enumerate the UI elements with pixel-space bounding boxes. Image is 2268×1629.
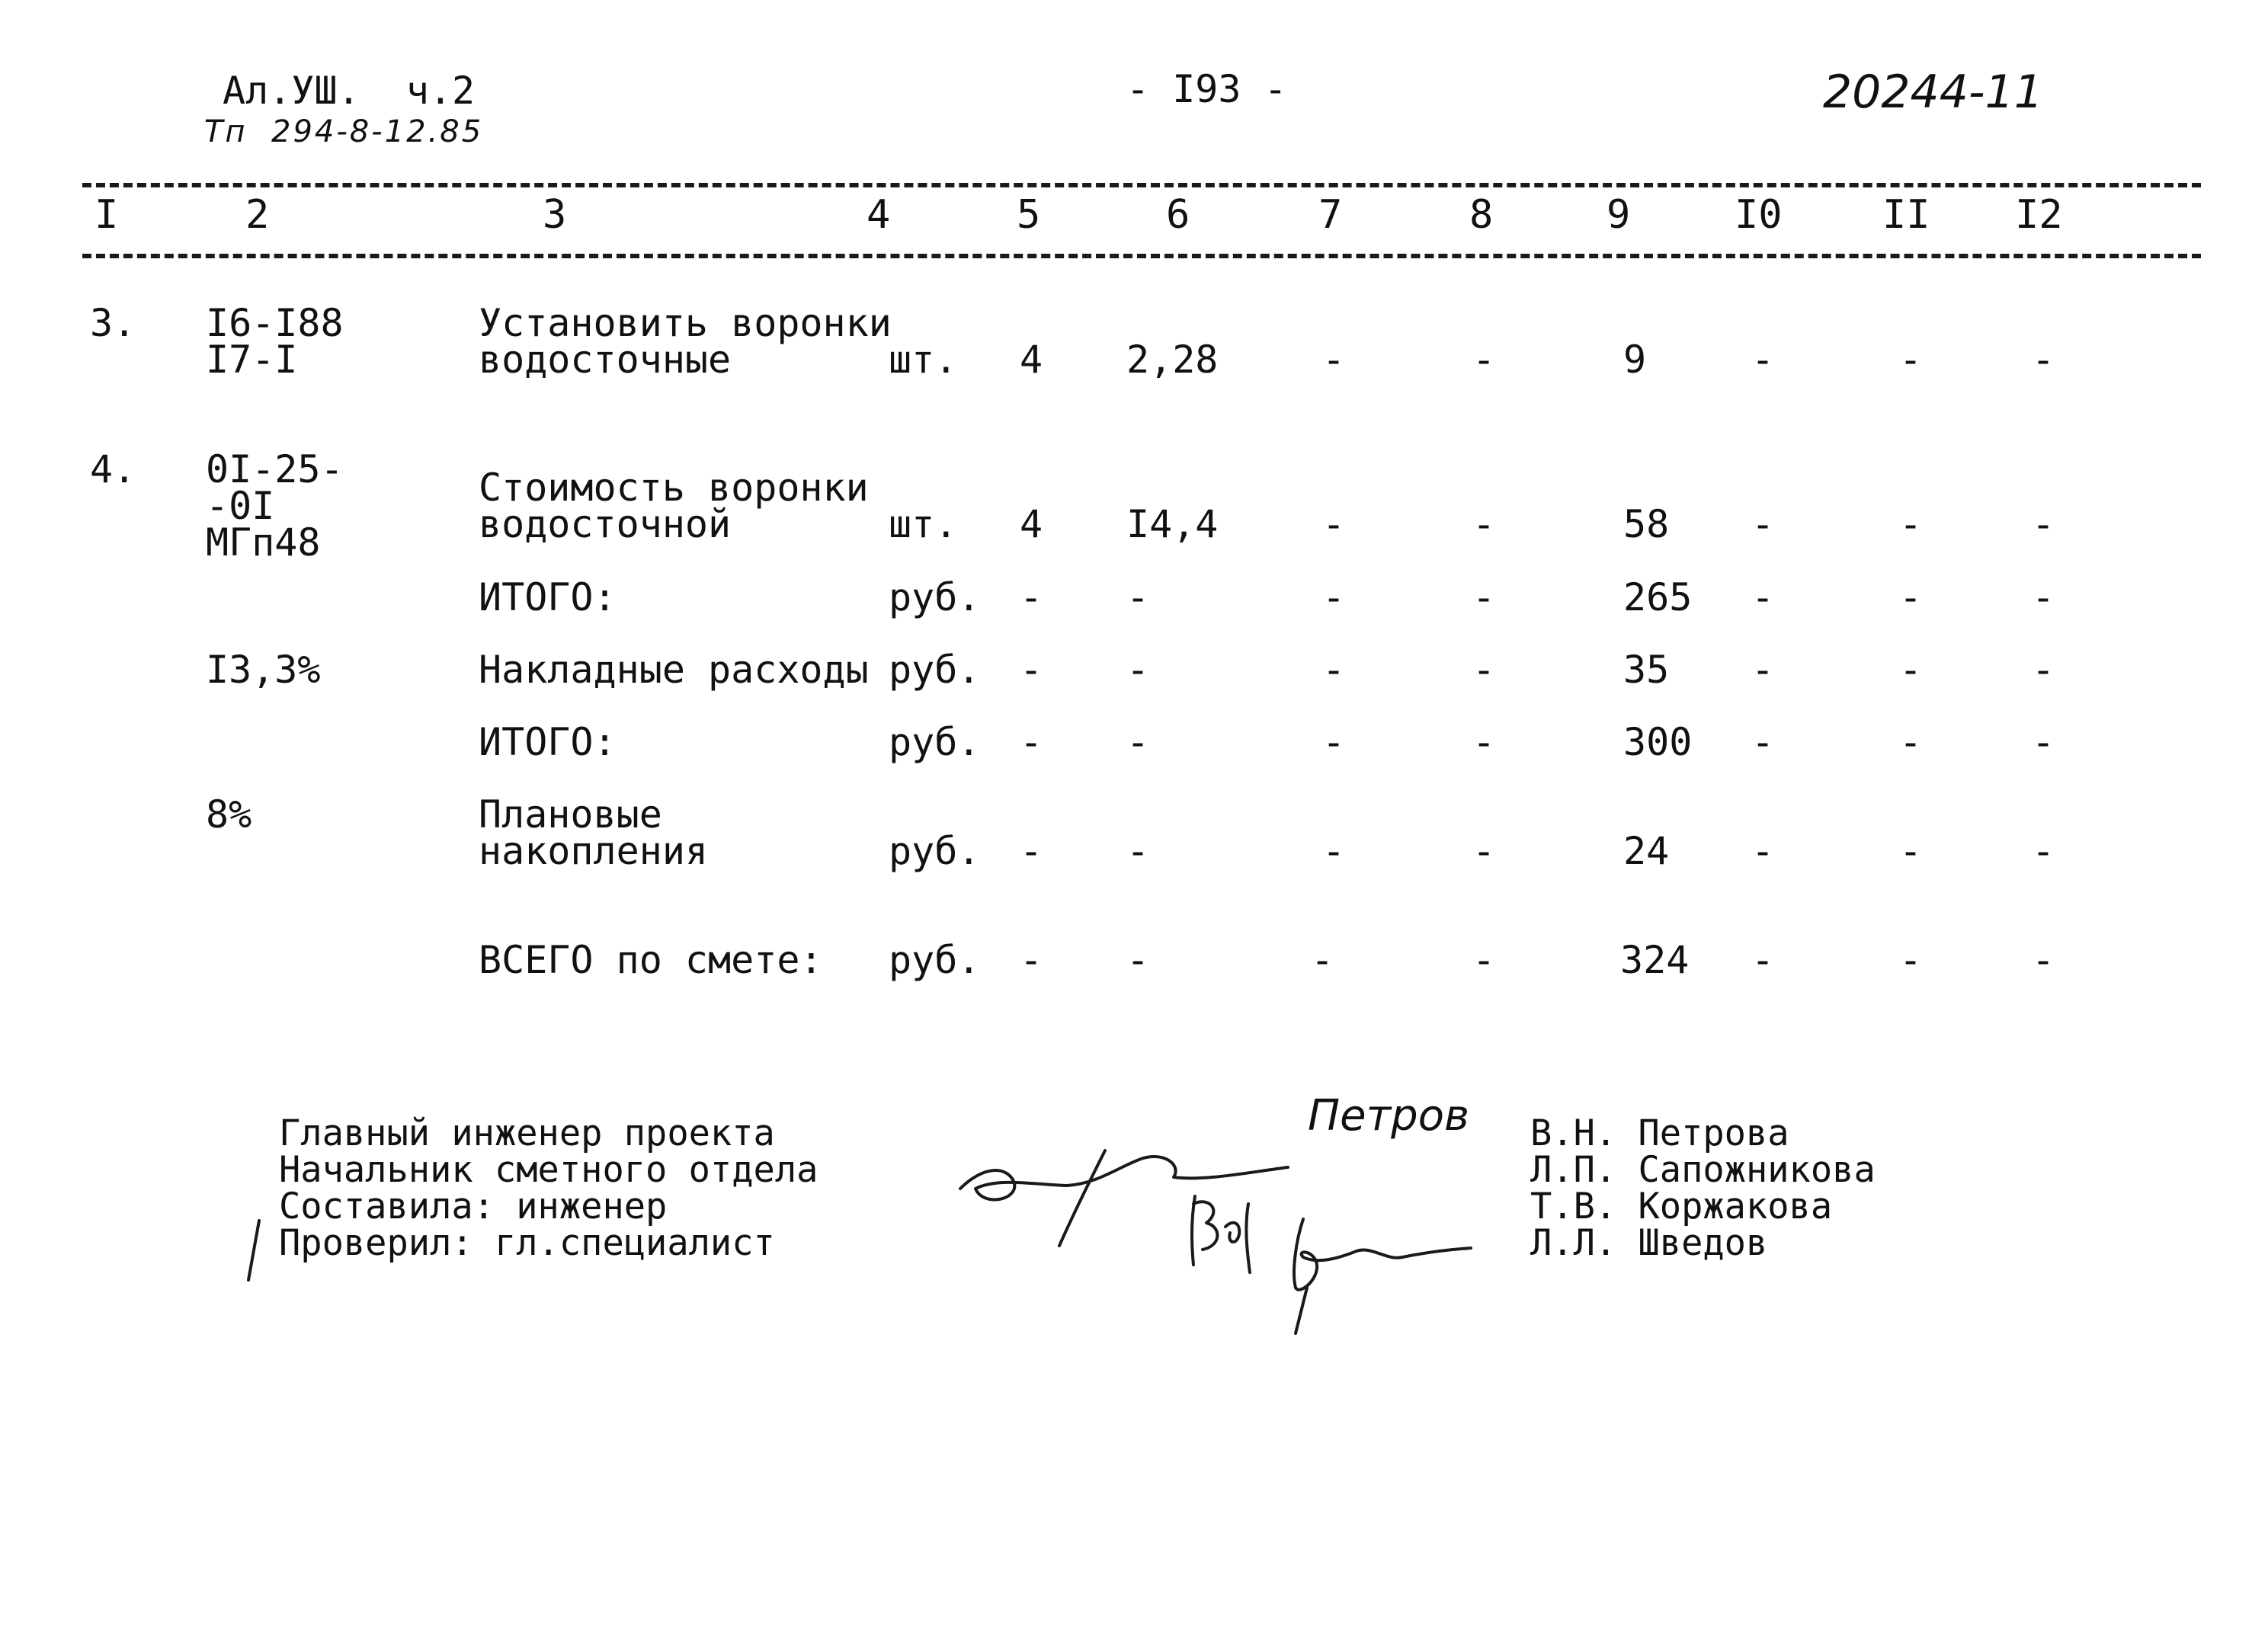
row-c10: - [1751,829,1775,873]
row-c8: - [1472,648,1496,692]
archive-number: 20244-11 [1823,66,2043,119]
col-number-12: I2 [2015,192,2063,238]
row-c5: - [1020,938,1043,982]
row-c6: - [1126,720,1150,764]
row-name: Стоимость воронки водосточной [479,466,869,546]
row-c5: 4 [1020,338,1043,382]
row-c7: - [1322,338,1346,382]
col-number-8: 8 [1469,192,1494,238]
row-c6: I4,4 [1126,502,1219,546]
row-code: I6-I88 I7-I [206,301,344,382]
page-number: - I93 - [1126,67,1287,111]
col-number-7: 7 [1318,192,1343,238]
name-petrova: В.Н. Петрова [1530,1112,1789,1154]
row-unit: руб. [889,575,981,619]
name-shvedov: Л.Л. Шведов [1530,1222,1768,1264]
check-slash-mark-icon [242,1216,265,1285]
row-name: ИТОГО: [479,720,617,764]
row-c6: - [1126,829,1150,873]
row-c11: - [1899,720,1923,764]
col-number-6: 6 [1166,192,1190,238]
position-estimate-head: Начальник сметного отдела [279,1149,818,1191]
col-number-1: I [94,192,119,238]
row-c7: - [1322,829,1346,873]
row-name: Плановые накопления [479,792,709,873]
doc-reference: Ал.УШ. ч.2 [223,69,476,113]
row-c9: 9 [1623,338,1647,382]
col-number-4: 4 [867,192,891,238]
row-c9: 24 [1623,829,1670,873]
row-unit: руб. [889,938,981,982]
row-code: 0I-25- -0I МГп48 [206,447,344,565]
row-c9: 58 [1623,502,1670,546]
row-name: Накладные расходы [479,648,869,692]
row-c8: - [1472,720,1496,764]
row-c7: - [1322,502,1346,546]
row-unit: шт. [889,502,958,546]
row-c12: - [2032,938,2055,982]
row-c6: - [1126,938,1150,982]
row-c12: - [2032,502,2055,546]
row-c10: - [1751,648,1775,692]
row-number: 3. [90,301,136,345]
col-number-3: 3 [543,192,567,238]
row-c11: - [1899,338,1923,382]
row-c12: - [2032,648,2055,692]
row-unit: руб. [889,829,981,873]
position-compiler: Составила: инженер [279,1186,668,1227]
position-checker: Проверил: гл.специалист [279,1222,775,1264]
col-number-9: 9 [1606,192,1631,238]
position-chief-engineer: Главный инженер проекта [279,1112,775,1154]
row-c11: - [1899,575,1923,619]
row-c8: - [1472,829,1496,873]
row-c7: - [1322,720,1346,764]
name-sapozhnikova: Л.П. Сапожникова [1530,1149,1876,1191]
row-c11: - [1899,938,1923,982]
row-c9: 265 [1623,575,1693,619]
row-name: ВСЕГО по смете: [479,938,823,982]
project-number: Тп 294-8-12.85 [204,114,484,149]
row-c10: - [1751,938,1775,982]
row-c11: - [1899,829,1923,873]
row-c5: - [1020,720,1043,764]
name-korzhakova: Т.В. Коржакова [1530,1186,1833,1227]
row-c9: 35 [1623,648,1670,692]
header-rule-top [82,183,2201,187]
row-c8: - [1472,502,1496,546]
row-name: Установить воронки водосточные [479,301,892,382]
row-c5: 4 [1020,502,1043,546]
row-c8: - [1472,575,1496,619]
col-number-5: 5 [1017,192,1041,238]
col-number-11: II [1882,192,1930,238]
row-unit: руб. [889,720,981,764]
row-c10: - [1751,575,1775,619]
row-c5: - [1020,829,1043,873]
handwritten-signature-petrov: Петров [1308,1091,1469,1141]
col-number-2: 2 [245,192,270,238]
col-number-10: I0 [1735,192,1783,238]
row-c8: - [1472,338,1496,382]
row-code: 8% [206,792,252,837]
row-name: ИТОГО: [479,575,617,619]
row-c11: - [1899,648,1923,692]
row-c9: 324 [1620,938,1690,982]
row-c5: - [1020,648,1043,692]
signature-mark-3-icon [1273,1204,1486,1341]
row-c8: - [1472,938,1496,982]
row-c12: - [2032,575,2055,619]
row-c7: - [1311,938,1334,982]
row-c12: - [2032,720,2055,764]
row-c10: - [1751,338,1775,382]
row-c6: 2,28 [1126,338,1219,382]
row-c12: - [2032,829,2055,873]
row-number: 4. [90,447,136,491]
row-code: I3,3% [206,648,321,692]
row-c7: - [1322,648,1346,692]
row-c10: - [1751,720,1775,764]
header-rule-bottom [82,254,2201,258]
row-c11: - [1899,502,1923,546]
row-c12: - [2032,338,2055,382]
row-c9: 300 [1623,720,1693,764]
row-unit: шт. [889,338,958,382]
row-c5: - [1020,575,1043,619]
signature-mark-2-icon [1180,1189,1279,1280]
row-c10: - [1751,502,1775,546]
row-unit: руб. [889,648,981,692]
row-c6: - [1126,648,1150,692]
row-c7: - [1322,575,1346,619]
row-c6: - [1126,575,1150,619]
